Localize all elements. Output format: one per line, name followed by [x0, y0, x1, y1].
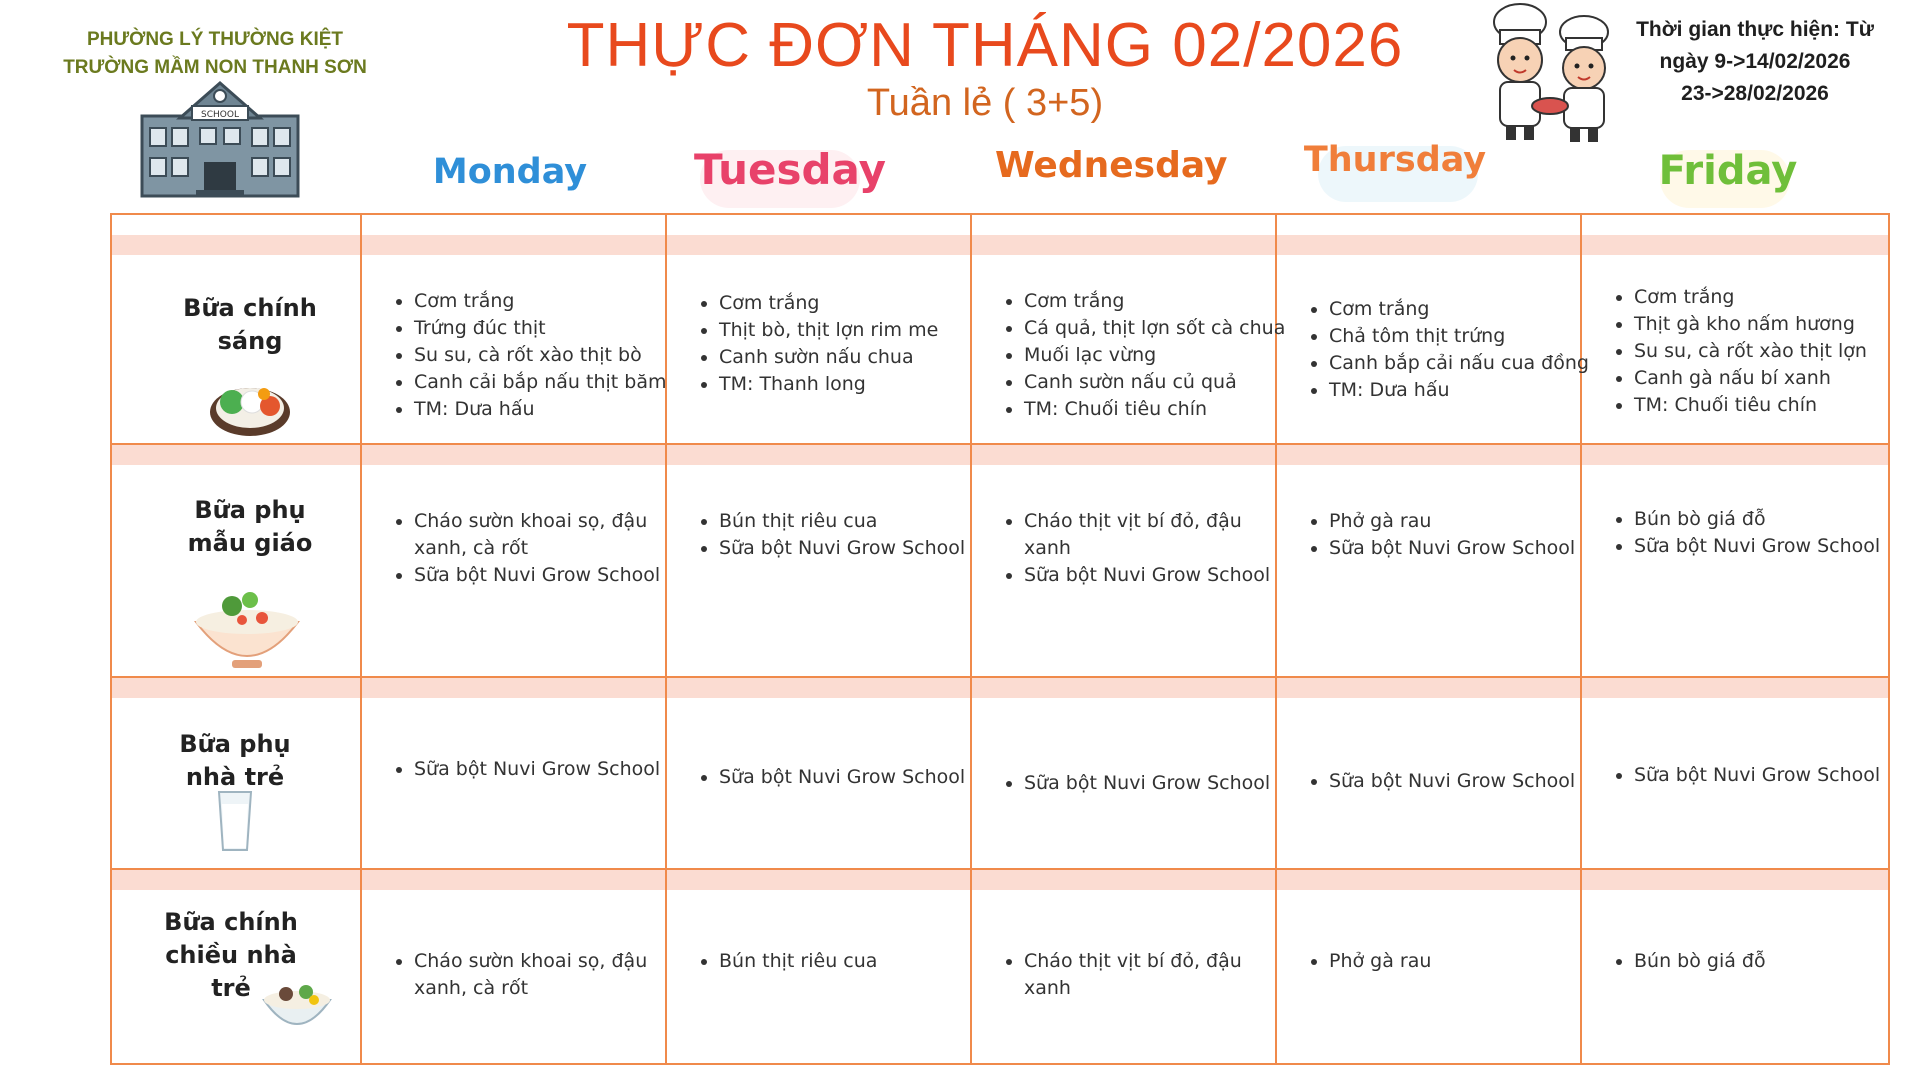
dish-item: • Sữa bột Nuvi Grow School	[1024, 562, 1288, 589]
page-title: THỰC ĐƠN THÁNG 02/2026	[566, 11, 1404, 80]
meal-label-line: chiều nhà	[165, 941, 297, 969]
dish-list	[693, 764, 983, 791]
dish-item: • Cơm trắng	[1329, 296, 1593, 323]
menu-cell	[1608, 284, 1898, 419]
menu-cell	[388, 508, 678, 589]
dish-list	[1303, 296, 1593, 404]
menu-cell	[1303, 768, 1593, 795]
menu-cell	[1303, 948, 1593, 975]
dish-item: • Cơm trắng	[414, 288, 678, 315]
table-border-bottom	[110, 1063, 1890, 1065]
menu-cell	[693, 764, 983, 791]
period-line-1: Thời gian thực hiện: Từ	[1636, 18, 1874, 41]
menu-cell	[693, 508, 983, 562]
dish-list	[388, 756, 678, 783]
dish-list	[998, 288, 1288, 423]
rice-plate-icon	[208, 372, 292, 438]
meal-label-line: sáng	[217, 327, 283, 355]
dish-list	[1608, 762, 1898, 789]
chef-kids-icon	[1478, 2, 1628, 152]
menu-cell	[693, 948, 983, 975]
dish-item: • Sữa bột Nuvi Grow School	[719, 535, 983, 562]
noodle-bowl-icon	[262, 976, 332, 1036]
school-header	[50, 26, 380, 82]
dish-item: • Cháo thịt vịt bí đỏ, đậu xanh	[1024, 948, 1288, 1002]
row-band	[110, 445, 1890, 465]
dish-item: • Canh sườn nấu chua	[719, 344, 983, 371]
col-divider	[110, 213, 112, 1065]
menu-cell	[998, 508, 1288, 589]
dish-list	[693, 948, 983, 975]
soup-bowl-icon	[192, 586, 302, 676]
dish-list	[1303, 508, 1593, 562]
meal-label-line: Bữa chính	[183, 294, 317, 322]
dish-item: • Sữa bột Nuvi Grow School	[1024, 770, 1288, 797]
day-header-friday: Friday	[1658, 148, 1798, 194]
dish-item: • Cơm trắng	[1634, 284, 1898, 311]
dish-item: • Phở gà rau	[1329, 508, 1593, 535]
dish-list	[998, 770, 1288, 797]
dish-item: • Cá quả, thịt lợn sốt cà chua	[1024, 315, 1288, 342]
dish-list	[1303, 768, 1593, 795]
dish-item: • TM: Chuối tiêu chín	[1024, 396, 1288, 423]
dish-item: • Bún bò giá đỗ	[1634, 948, 1898, 975]
dish-item: • Chả tôm thịt trứng	[1329, 323, 1593, 350]
dish-item: • TM: Thanh long	[719, 371, 983, 398]
dish-item: • Canh bắp cải nấu cua đồng	[1329, 350, 1593, 377]
menu-cell	[388, 288, 678, 423]
dish-item: • TM: Chuối tiêu chín	[1634, 392, 1898, 419]
dish-item: • Sữa bột Nuvi Grow School	[414, 562, 678, 589]
dish-item: • Phở gà rau	[1329, 948, 1593, 975]
menu-cell	[388, 756, 678, 783]
school-name: TRƯỜNG MẦM NON THANH SƠN	[63, 57, 367, 78]
meal-label-line: Bữa phụ	[179, 730, 291, 758]
dish-item: • Canh cải bắp nấu thịt băm	[414, 369, 678, 396]
dish-item: • Cháo sườn khoai sọ, đậu xanh, cà rốt	[414, 948, 678, 1002]
dish-item: • Su su, cà rốt xào thịt lợn	[1634, 338, 1898, 365]
dish-item: • Trứng đúc thịt	[414, 315, 678, 342]
meal-label-line: Bữa phụ	[194, 496, 306, 524]
dish-item: • Su su, cà rốt xào thịt bò	[414, 342, 678, 369]
menu-cell	[1608, 762, 1898, 789]
dish-item: • Cháo sườn khoai sọ, đậu xanh, cà rốt	[414, 508, 678, 562]
meal-label-line: mẫu giáo	[187, 529, 313, 557]
table-border-top	[110, 213, 1890, 215]
dish-list	[388, 948, 678, 1002]
page-subtitle: Tuần lẻ ( 3+5)	[866, 82, 1104, 124]
school-building-icon	[140, 78, 300, 198]
meal-label-nursery-snack	[130, 728, 340, 794]
dish-list	[998, 508, 1288, 589]
meal-label-breakfast	[145, 292, 355, 358]
menu-cell	[998, 288, 1288, 423]
dish-list	[1303, 948, 1593, 975]
dish-item: • Sữa bột Nuvi Grow School	[719, 764, 983, 791]
dish-item: • Sữa bột Nuvi Grow School	[1329, 535, 1593, 562]
menu-cell	[1303, 508, 1593, 562]
dish-list	[693, 508, 983, 562]
row-band	[110, 678, 1890, 698]
dish-list	[388, 508, 678, 589]
dish-item: • Cháo thịt vịt bí đỏ, đậu xanh	[1024, 508, 1288, 562]
dish-list	[1608, 284, 1898, 419]
dish-item: • Canh gà nấu bí xanh	[1634, 365, 1898, 392]
dish-item: • Thịt bò, thịt lợn rim me	[719, 317, 983, 344]
day-header-monday: Monday	[432, 152, 588, 192]
menu-cell	[998, 770, 1288, 797]
dish-item: • TM: Dưa hấu	[1329, 377, 1593, 404]
day-header-wednesday: Wednesday	[995, 145, 1228, 186]
menu-cell	[1303, 296, 1593, 404]
menu-cell	[388, 948, 678, 1002]
meal-label-line: trẻ	[211, 974, 251, 1002]
dish-item: • TM: Dưa hấu	[414, 396, 678, 423]
svg-text:SCHOOL: SCHOOL	[201, 110, 239, 120]
ward-name: PHƯỜNG LÝ THƯỜNG KIỆT	[86, 29, 344, 50]
dish-item: • Sữa bột Nuvi Grow School	[414, 756, 678, 783]
period-line-2: ngày 9->14/02/2026	[1659, 50, 1851, 73]
dish-item: • Sữa bột Nuvi Grow School	[1634, 762, 1898, 789]
dish-list	[998, 948, 1288, 1002]
implementation-period	[1615, 14, 1895, 110]
row-band	[110, 870, 1890, 890]
menu-cell	[1608, 506, 1898, 560]
dish-item: • Sữa bột Nuvi Grow School	[1329, 768, 1593, 795]
dish-item: • Sữa bột Nuvi Grow School	[1634, 533, 1898, 560]
dish-item: • Canh sườn nấu củ quả	[1024, 369, 1288, 396]
dish-item: • Cơm trắng	[1024, 288, 1288, 315]
dish-item: • Bún thịt riêu cua	[719, 948, 983, 975]
dish-list	[388, 288, 678, 423]
col-divider	[360, 213, 362, 1065]
dish-list	[693, 290, 983, 398]
menu-cell	[1608, 948, 1898, 975]
dish-item: • Cơm trắng	[719, 290, 983, 317]
meal-label-line: Bữa chính	[164, 908, 298, 936]
dish-list	[1608, 948, 1898, 975]
dish-item: • Bún thịt riêu cua	[719, 508, 983, 535]
dish-item: • Bún bò giá đỗ	[1634, 506, 1898, 533]
period-line-3: 23->28/02/2026	[1681, 82, 1829, 105]
meal-label-kindergarten-snack	[145, 494, 355, 560]
dish-item: • Muối lạc vừng	[1024, 342, 1288, 369]
meal-label-line: nhà trẻ	[185, 763, 285, 791]
day-header-tuesday: Tuesday	[694, 145, 886, 194]
menu-cell	[998, 948, 1288, 1002]
dish-item: • Thịt gà kho nấm hương	[1634, 311, 1898, 338]
milk-glass-icon	[215, 790, 255, 852]
dish-list	[1608, 506, 1898, 560]
row-band	[110, 235, 1890, 255]
menu-cell	[693, 290, 983, 398]
day-header-thursday: Thursday	[1303, 140, 1487, 180]
